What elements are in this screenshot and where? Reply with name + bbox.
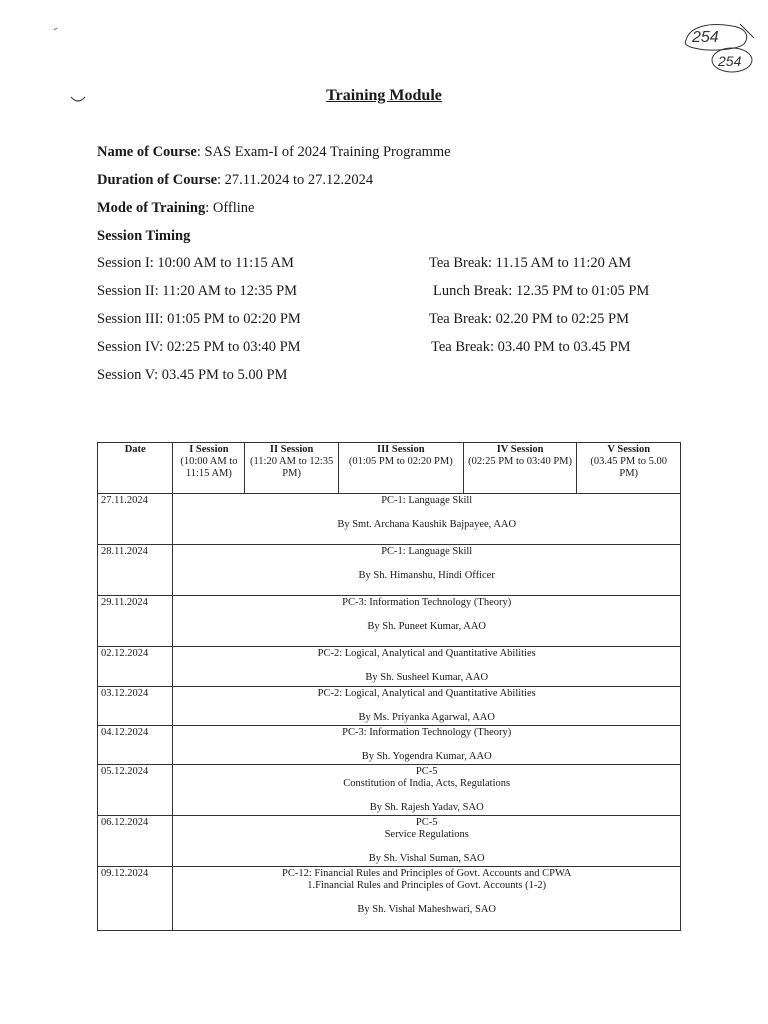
row-topic bbox=[173, 765, 681, 816]
training-mode-label: Mode of Training bbox=[97, 200, 206, 216]
table-row bbox=[98, 726, 681, 765]
row-topic bbox=[173, 596, 681, 647]
page-title: Training Module bbox=[326, 87, 442, 104]
course-name-value: : SAS Exam-I of 2024 Training Programme bbox=[196, 144, 451, 160]
course-name-line bbox=[97, 144, 451, 161]
row-date: 27.11.2024 bbox=[98, 494, 173, 545]
training-mode-value: : Offline bbox=[205, 200, 255, 216]
stamp-text: 254 bbox=[692, 29, 719, 46]
row-date: 03.12.2024 bbox=[98, 687, 173, 726]
handwritten-stamp bbox=[680, 18, 760, 78]
topic-line: Service Regulations bbox=[384, 829, 469, 840]
trainer-name: By Sh. Himanshu, Hindi Officer bbox=[358, 570, 495, 581]
column-header-session-4: IV Session (02:25 PM to 03:40 PM) bbox=[463, 443, 577, 494]
table-row bbox=[98, 545, 681, 596]
trainer-name: By Sh. Yogendra Kumar, AAO bbox=[361, 751, 492, 762]
row-topic bbox=[173, 867, 681, 931]
topic-line: PC-3: Information Technology (Theory) bbox=[342, 727, 512, 738]
trainer-name: By Sh. Puneet Kumar, AAO bbox=[367, 621, 486, 632]
table-row bbox=[98, 816, 681, 867]
column-header-session-3: III Session (01:05 PM to 02:20 PM) bbox=[338, 443, 463, 494]
topic-line: PC-2: Logical, Analytical and Quantitative Abilities bbox=[317, 688, 536, 699]
row-topic bbox=[173, 687, 681, 726]
trainer-name: By Smt. Archana Kaushik Bajpayee, AAO bbox=[337, 519, 517, 530]
course-duration-label: Duration of Course bbox=[97, 172, 218, 188]
row-date: 28.11.2024 bbox=[98, 545, 173, 596]
topic-line: 1.Financial Rules and Principles of Govt. Accounts (1-2) bbox=[307, 880, 547, 891]
scan-tick bbox=[52, 24, 64, 34]
row-date: 29.11.2024 bbox=[98, 596, 173, 647]
row-date: 09.12.2024 bbox=[98, 867, 173, 931]
break-time: Lunch Break: 12.35 PM to 01:05 PM bbox=[433, 283, 650, 299]
table-row bbox=[98, 867, 681, 931]
row-topic bbox=[173, 816, 681, 867]
row-topic bbox=[173, 726, 681, 765]
course-duration-line bbox=[97, 172, 373, 189]
table-row bbox=[98, 765, 681, 816]
table-row bbox=[98, 596, 681, 647]
row-date: 04.12.2024 bbox=[98, 726, 173, 765]
session-time: Session I: 10:00 AM to 11:15 AM bbox=[97, 255, 294, 271]
table-row bbox=[98, 687, 681, 726]
topic-line: PC-5 bbox=[415, 766, 438, 777]
break-time: Tea Break: 11.15 AM to 11:20 AM bbox=[429, 255, 632, 271]
column-header-session-1: I Session (10:00 AM to 11:15 AM) bbox=[173, 443, 245, 494]
stamp-text-2: 254 bbox=[718, 53, 742, 69]
session-time: Session V: 03.45 PM to 5.00 PM bbox=[97, 367, 288, 383]
row-date: 05.12.2024 bbox=[98, 765, 173, 816]
session-time: Session III: 01:05 PM to 02:20 PM bbox=[97, 311, 301, 327]
course-duration-value: : 27.11.2024 to 27.12.2024 bbox=[217, 172, 374, 188]
topic-line: PC-2: Logical, Analytical and Quantitative Abilities bbox=[317, 648, 536, 659]
table-row bbox=[98, 647, 681, 687]
schedule-table bbox=[97, 442, 681, 931]
break-time: Tea Break: 02.20 PM to 02:25 PM bbox=[429, 311, 629, 327]
column-header-session-5: V Session (03.45 PM to 5.00 PM) bbox=[577, 443, 681, 494]
row-topic bbox=[173, 647, 681, 687]
column-header-session-2: II Session (11:20 AM to 12:35 PM) bbox=[245, 443, 338, 494]
trainer-name: By Sh. Vishal Suman, SAO bbox=[368, 853, 485, 864]
course-name-label: Name of Course bbox=[97, 144, 197, 160]
column-header-date: Date bbox=[98, 443, 173, 494]
table-header-row bbox=[98, 443, 681, 494]
trainer-name: By Sh. Rajesh Yadav, SAO bbox=[369, 802, 484, 813]
trainer-name: By Ms. Priyanka Agarwal, AAO bbox=[358, 712, 495, 723]
row-date: 06.12.2024 bbox=[98, 816, 173, 867]
topic-line: PC-3: Information Technology (Theory) bbox=[342, 597, 512, 608]
trainer-name: By Sh. Vishal Maheshwari, SAO bbox=[357, 904, 496, 915]
table-row bbox=[98, 494, 681, 545]
topic-line: Constitution of India, Acts, Regulations bbox=[343, 778, 511, 789]
row-topic bbox=[173, 494, 681, 545]
topic-line: PC-5 bbox=[415, 817, 438, 828]
break-time: Tea Break: 03.40 PM to 03.45 PM bbox=[431, 339, 631, 355]
session-time: Session II: 11:20 AM to 12:35 PM bbox=[97, 283, 298, 299]
row-date: 02.12.2024 bbox=[98, 647, 173, 687]
training-mode-line bbox=[97, 200, 255, 217]
topic-line: PC-1: Language Skill bbox=[381, 546, 473, 557]
topic-line: PC-1: Language Skill bbox=[381, 495, 473, 506]
topic-line: PC-12: Financial Rules and Principles of Govt. Accounts and CPWA bbox=[282, 868, 572, 879]
trainer-name: By Sh. Susheel Kumar, AAO bbox=[365, 672, 489, 683]
session-time: Session IV: 02:25 PM to 03:40 PM bbox=[97, 339, 301, 355]
row-topic bbox=[173, 545, 681, 596]
session-timing-heading: Session Timing bbox=[97, 228, 191, 244]
